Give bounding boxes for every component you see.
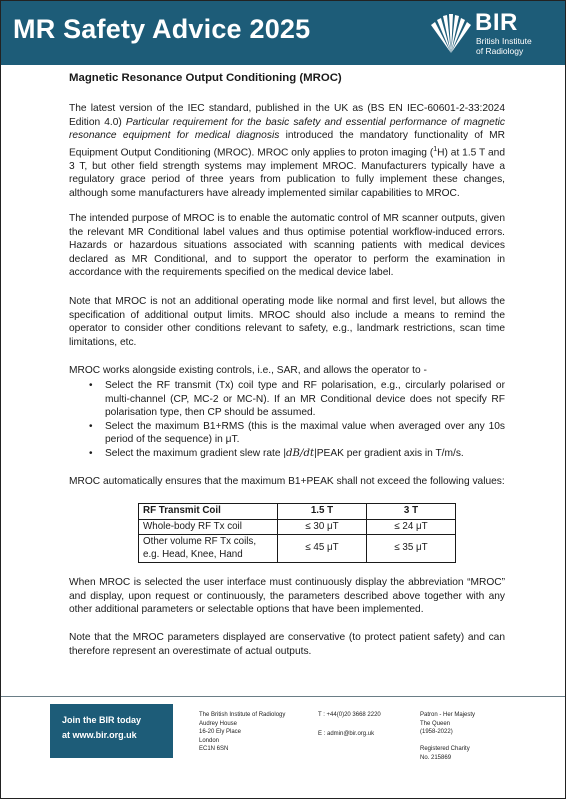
paragraph-iec-standard: The latest version of the IEC standard, published in the UK as (BS EN IEC-60601-2-33:2024 Edition 4.0) Particular requirement for the basic safety and essential performance of magnetic resonance equipment for medical diagnosis introduced the mandatory functionality of MR Equipment Output Conditioning (MROC). MROC only applies to proton imaging ($^1$H) at 1.5 T and 3 T, but other field strength systems may implement MROC. Manufacturers typically have a regulatory grace period of three years from publication to fully implement these changes, although some manufacturers have already implemented similar capabilities to MROC. <box>69 103 506 199</box>
operator-options-list <box>69 379 505 461</box>
table-header-row <box>139 504 456 520</box>
table-cell: ≤ 30 μT <box>278 519 367 535</box>
header-banner <box>1 1 565 65</box>
footer-charity: Registered Charity No. 215869 <box>420 746 470 761</box>
table-row <box>139 519 456 535</box>
paragraph-note-mode: Note that MROC is not an additional operating mode like normal and first level, but allows the specification of additional output limits. MROC should also include a means to remind the operator to consider other conditions relevant to safety, e.g., landmark restrictions, scan time limitations, etc. <box>69 296 505 348</box>
paragraph-conservative-note: Note that the MROC parameters displayed are conservative (to protect patient safety) and can therefore represent an overestimate of actual outputs. <box>69 632 505 657</box>
join-banner[interactable] <box>50 704 173 758</box>
footer-phone: T : +44(0)20 3668 2220 <box>318 712 381 718</box>
table-cell: Other volume RF Tx coils, e.g. Head, Knee, Hand <box>139 535 278 563</box>
table-header: 1.5 T <box>278 504 367 520</box>
paragraph-b1-peak: MROC automatically ensures that the maximum B1+PEAK shall not exceed the following values: <box>69 476 505 487</box>
bir-fan-icon <box>429 11 473 55</box>
table-cell: ≤ 35 μT <box>367 535 456 563</box>
section-header <box>69 71 495 85</box>
table-header: RF Transmit Coil <box>139 504 278 520</box>
table-cell: ≤ 24 μT <box>367 519 456 535</box>
table-cell: Whole-body RF Tx coil <box>139 519 278 535</box>
page-title: MR Safety Advice 2025 <box>13 14 311 44</box>
footer-email[interactable]: E : admin@bir.org.uk <box>318 731 375 737</box>
list-item: • Select the maximum gradient slew rate |dB/dt|PEAK per gradient axis in T/m/s. <box>89 447 464 459</box>
paragraph-ui-display: When MROC is selected the user interface must continuously display the abbreviation “MROC” and display, upon request or continuously, the parameters described above together with any other additional parameters or selectable options that have been implemented. <box>69 577 505 616</box>
list-item: • Select the RF transmit (Tx) coil type and RF polarisation, e.g., circularly polarised or multi-channel (CP, MC-2 or MC-N). If an MR Conditional device does not specify RF polarisation type, then CP should be assumed. <box>89 380 505 419</box>
footer-patron: Patron - Her Majesty The Queen (1958-2022) <box>420 712 476 736</box>
table-header: 3 T <box>367 504 456 520</box>
footer-address: The British Institute of Radiology Audrey House 16-20 Ely Place London EC1N 6SN <box>199 712 286 753</box>
join-text: Join the BIR today <box>62 715 142 725</box>
table-cell: ≤ 45 μT <box>278 535 367 563</box>
table-row <box>139 535 456 563</box>
footer-divider <box>1 696 565 697</box>
paragraph-intended-purpose: The intended purpose of MROC is to enable the automatic control of MR scanner outputs, given the relevant MR Conditional label values and thus optimise potential workflow-induced errors. Hazards or hazardous situations associated with scanning patients with medical devices declared as MR Conditional, and to support the operator to perform the examination in accordance with the requirements specified on the medical device label. <box>69 213 505 279</box>
join-link[interactable]: at www.bir.org.uk <box>62 730 137 740</box>
paragraph-controls-intro: MROC works alongside existing controls, i.e., SAR, and allows the operator to - <box>69 365 427 376</box>
bir-logo <box>429 11 559 59</box>
list-item: • Select the maximum B1+RMS (this is the maximal value when averaged over any 10s period of the sequence) in μT. <box>89 420 505 446</box>
section-heading: Magnetic Resonance Output Conditioning (MROC) <box>69 72 342 84</box>
b1-peak-limits-table <box>138 503 456 563</box>
logo-text: BIR <box>475 9 518 36</box>
logo-subtitle: British Institute of Radiology <box>476 36 532 56</box>
